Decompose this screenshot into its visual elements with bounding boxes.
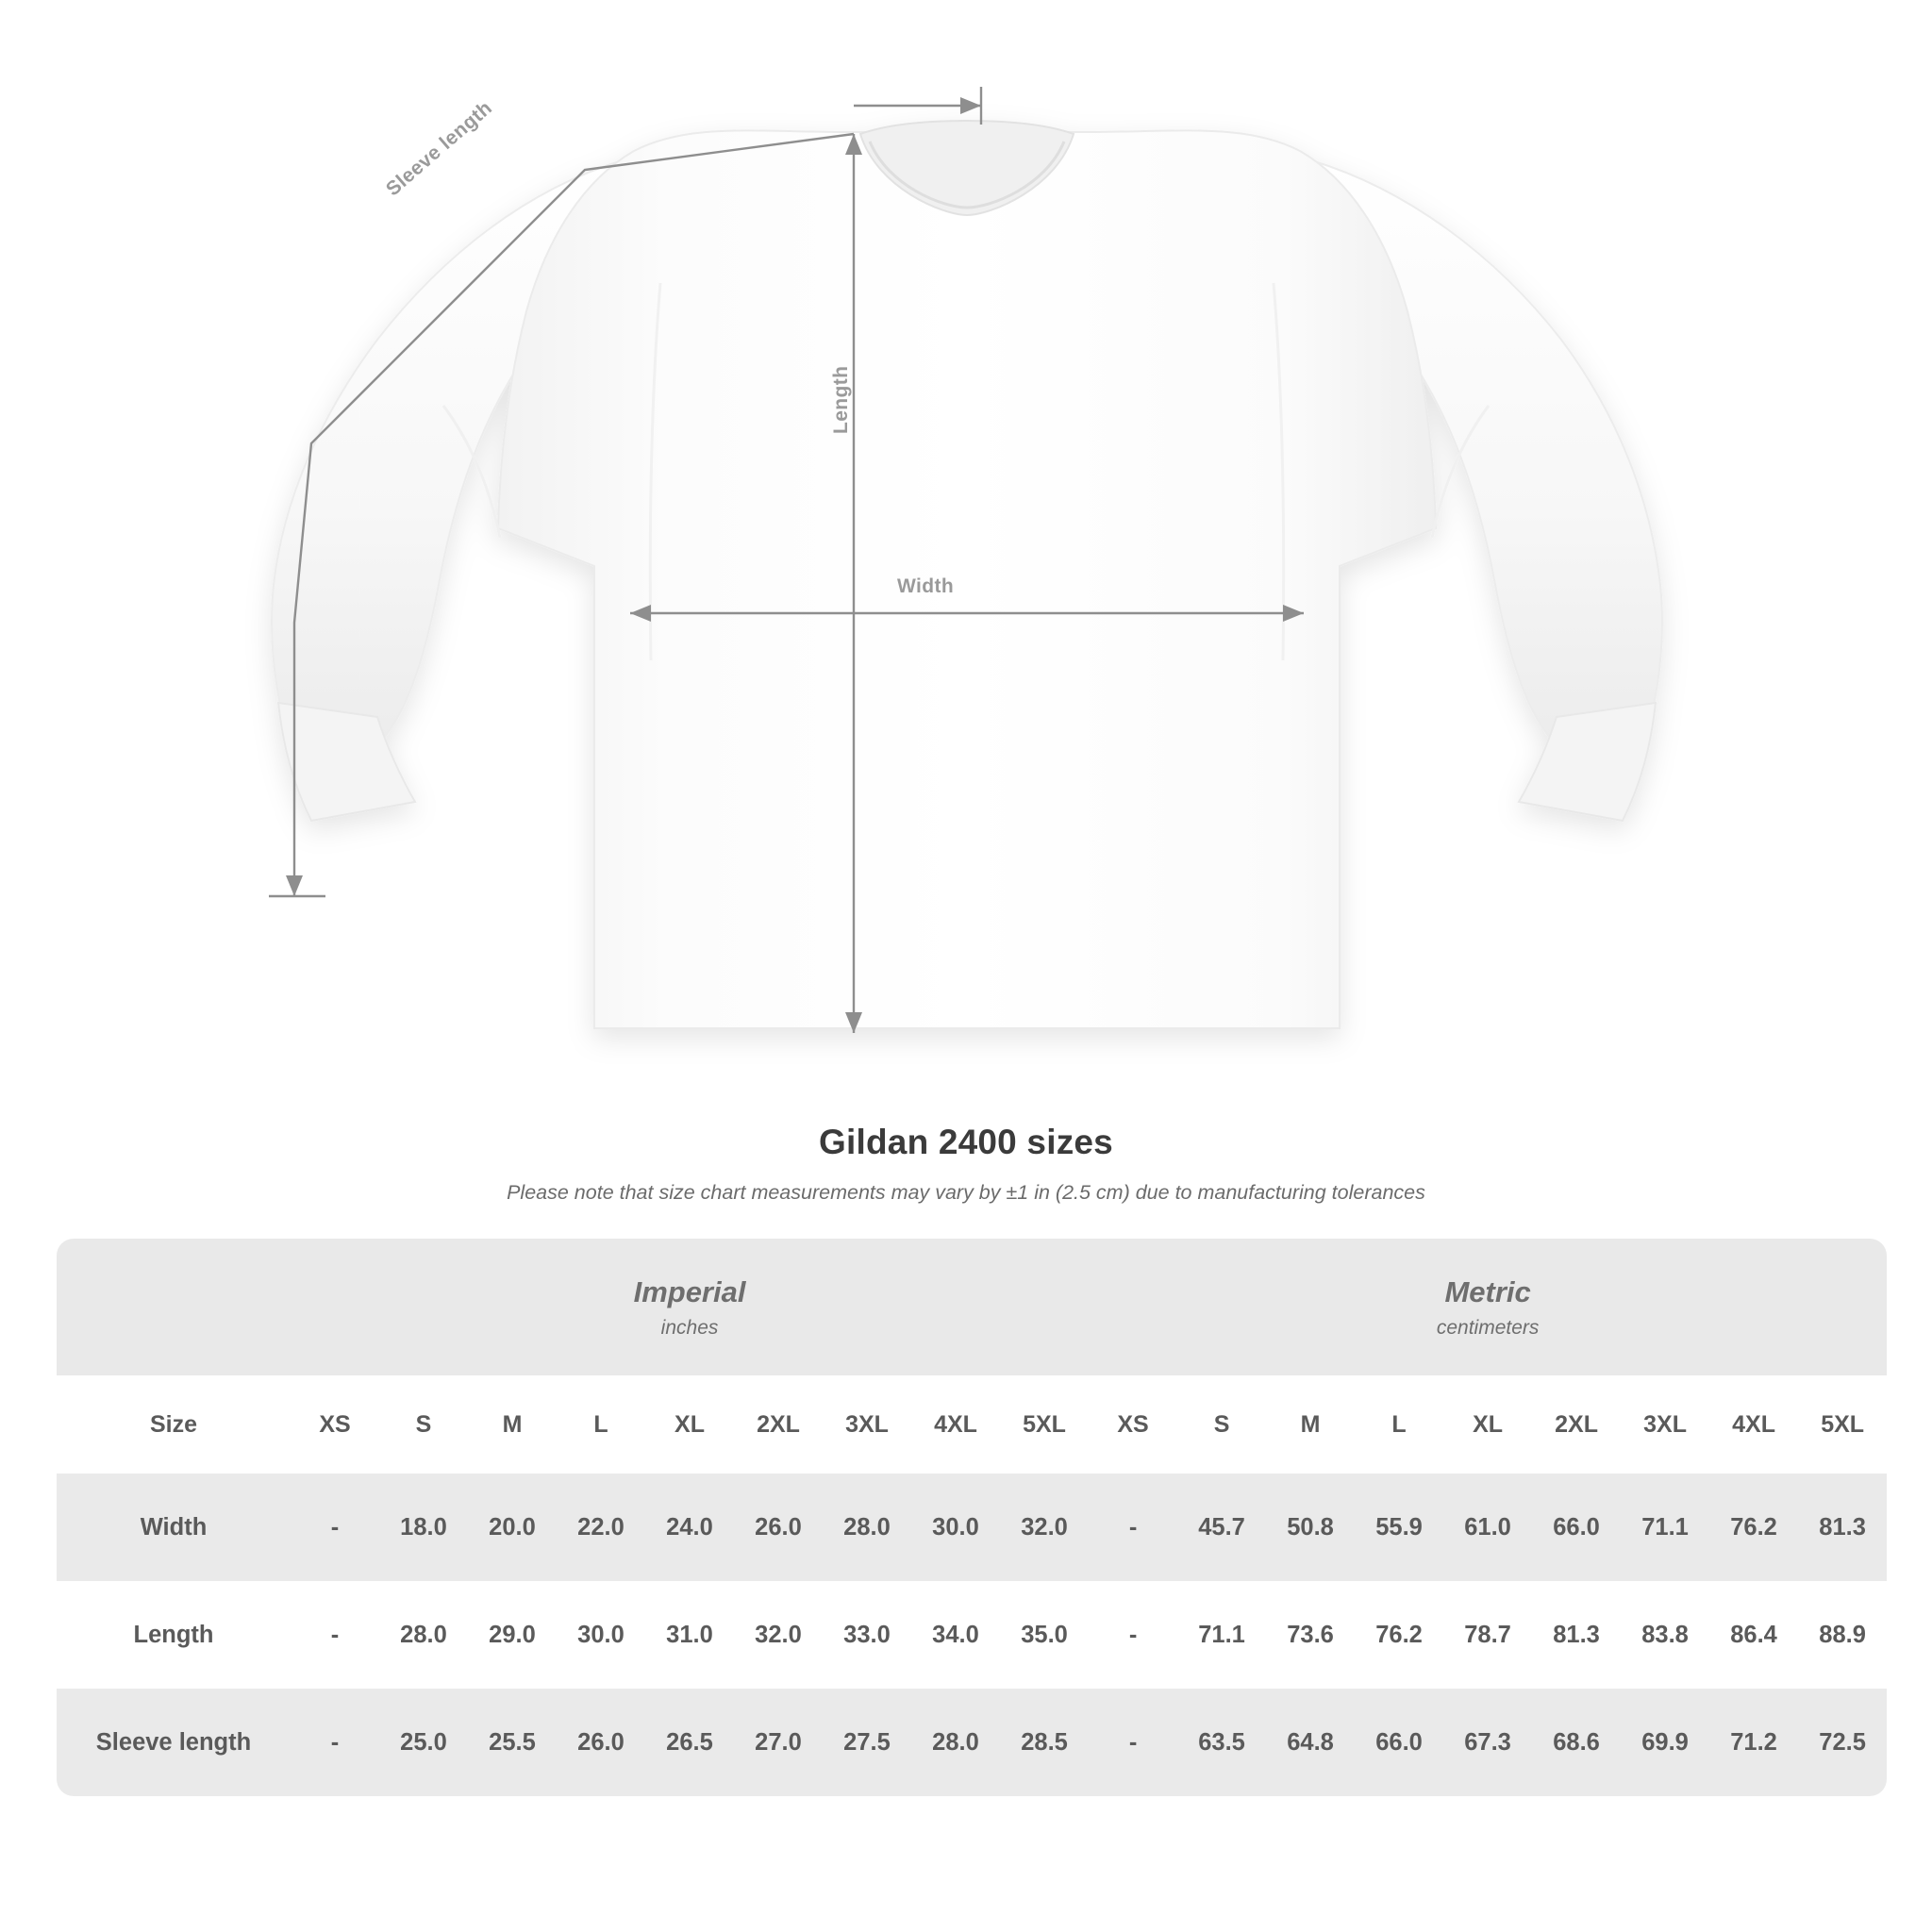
- size-col-imperial-3xl: 3XL: [823, 1375, 911, 1474]
- size-col-metric-4xl: 4XL: [1709, 1375, 1798, 1474]
- sleeve-metric-l: 66.0: [1355, 1689, 1443, 1796]
- tolerance-note: Please note that size chart measurements may vary by ±1 in (2.5 cm) due to manufacturing tolerances: [507, 1181, 1425, 1204]
- width-imperial-3xl: 28.0: [823, 1474, 911, 1581]
- size-col-metric-xl: XL: [1443, 1375, 1532, 1474]
- title-block: [0, 1123, 1932, 1205]
- sleeve-length-dimension-label: Sleeve length: [382, 96, 497, 201]
- row-label-length: Length: [57, 1581, 291, 1689]
- sleeve-imperial-4xl: 28.0: [911, 1689, 1000, 1796]
- size-col-imperial-4xl: 4XL: [911, 1375, 1000, 1474]
- length-metric-4xl: 86.4: [1709, 1581, 1798, 1689]
- length-metric-xl: 78.7: [1443, 1581, 1532, 1689]
- width-imperial-xl: 24.0: [645, 1474, 734, 1581]
- length-imperial-s: 28.0: [379, 1581, 468, 1689]
- size-table: [57, 1239, 1887, 1796]
- width-imperial-4xl: 30.0: [911, 1474, 1000, 1581]
- length-imperial-4xl: 34.0: [911, 1581, 1000, 1689]
- sleeve-imperial-xs: -: [291, 1689, 379, 1796]
- sleeve-metric-2xl: 68.6: [1532, 1689, 1621, 1796]
- size-col-imperial-xl: XL: [645, 1375, 734, 1474]
- size-col-imperial-l: L: [557, 1375, 645, 1474]
- width-metric-4xl: 76.2: [1709, 1474, 1798, 1581]
- width-imperial-2xl: 26.0: [734, 1474, 823, 1581]
- sleeve-metric-3xl: 69.9: [1621, 1689, 1709, 1796]
- metric-unit-sub: centimeters: [1436, 1316, 1540, 1339]
- size-col-imperial-s: S: [379, 1375, 468, 1474]
- unit-row-spacer: [57, 1239, 291, 1375]
- size-col-metric-l: L: [1355, 1375, 1443, 1474]
- length-metric-m: 73.6: [1266, 1581, 1355, 1689]
- width-imperial-l: 22.0: [557, 1474, 645, 1581]
- sleeve-imperial-5xl: 28.5: [1000, 1689, 1089, 1796]
- imperial-unit-name: Imperial: [633, 1274, 746, 1308]
- size-col-metric-m: M: [1266, 1375, 1355, 1474]
- size-col-imperial-m: M: [468, 1375, 557, 1474]
- size-header-row: [57, 1375, 1887, 1474]
- size-col-metric-2xl: 2XL: [1532, 1375, 1621, 1474]
- width-dimension-label: Width: [897, 575, 955, 597]
- width-imperial-s: 18.0: [379, 1474, 468, 1581]
- width-imperial-m: 20.0: [468, 1474, 557, 1581]
- sleeve-metric-m: 64.8: [1266, 1689, 1355, 1796]
- length-imperial-l: 30.0: [557, 1581, 645, 1689]
- table-row: [57, 1474, 1887, 1581]
- width-metric-l: 55.9: [1355, 1474, 1443, 1581]
- length-metric-xs: -: [1089, 1581, 1177, 1689]
- width-imperial-xs: -: [291, 1474, 379, 1581]
- table-row: [57, 1581, 1887, 1689]
- length-imperial-5xl: 35.0: [1000, 1581, 1089, 1689]
- table-row: [57, 1689, 1887, 1796]
- unit-header-row: [57, 1239, 1887, 1375]
- sleeve-imperial-xl: 26.5: [645, 1689, 734, 1796]
- sleeve-metric-s: 63.5: [1177, 1689, 1266, 1796]
- size-header-cell: Size: [57, 1375, 291, 1474]
- length-dimension-label: Length: [830, 365, 852, 434]
- width-metric-5xl: 81.3: [1798, 1474, 1887, 1581]
- width-metric-xl: 61.0: [1443, 1474, 1532, 1581]
- length-imperial-xs: -: [291, 1581, 379, 1689]
- metric-unit-name: Metric: [1444, 1274, 1531, 1308]
- width-metric-2xl: 66.0: [1532, 1474, 1621, 1581]
- length-metric-3xl: 83.8: [1621, 1581, 1709, 1689]
- width-metric-s: 45.7: [1177, 1474, 1266, 1581]
- imperial-unit-sub: inches: [660, 1316, 719, 1339]
- page-title: Gildan 2400 sizes: [819, 1123, 1113, 1161]
- row-label-width: Width: [57, 1474, 291, 1581]
- length-metric-l: 76.2: [1355, 1581, 1443, 1689]
- sleeve-metric-5xl: 72.5: [1798, 1689, 1887, 1796]
- sleeve-imperial-3xl: 27.5: [823, 1689, 911, 1796]
- sleeve-metric-4xl: 71.2: [1709, 1689, 1798, 1796]
- imperial-unit-cell: [291, 1239, 1089, 1375]
- sleeve-imperial-l: 26.0: [557, 1689, 645, 1796]
- length-imperial-2xl: 32.0: [734, 1581, 823, 1689]
- size-table-wrapper: [57, 1239, 1875, 1796]
- length-metric-s: 71.1: [1177, 1581, 1266, 1689]
- width-metric-m: 50.8: [1266, 1474, 1355, 1581]
- sleeve-imperial-2xl: 27.0: [734, 1689, 823, 1796]
- size-col-metric-s: S: [1177, 1375, 1266, 1474]
- length-metric-2xl: 81.3: [1532, 1581, 1621, 1689]
- width-imperial-5xl: 32.0: [1000, 1474, 1089, 1581]
- length-metric-5xl: 88.9: [1798, 1581, 1887, 1689]
- length-imperial-xl: 31.0: [645, 1581, 734, 1689]
- length-imperial-3xl: 33.0: [823, 1581, 911, 1689]
- size-col-metric-5xl: 5XL: [1798, 1375, 1887, 1474]
- shirt-shape: [272, 121, 1662, 1028]
- width-metric-xs: -: [1089, 1474, 1177, 1581]
- width-metric-3xl: 71.1: [1621, 1474, 1709, 1581]
- sleeve-metric-xl: 67.3: [1443, 1689, 1532, 1796]
- metric-unit-cell: [1089, 1239, 1887, 1375]
- size-col-metric-xs: XS: [1089, 1375, 1177, 1474]
- size-col-metric-3xl: 3XL: [1621, 1375, 1709, 1474]
- size-col-imperial-xs: XS: [291, 1375, 379, 1474]
- size-col-imperial-2xl: 2XL: [734, 1375, 823, 1474]
- sleeve-metric-xs: -: [1089, 1689, 1177, 1796]
- size-col-imperial-5xl: 5XL: [1000, 1375, 1089, 1474]
- row-label-sleeve-length: Sleeve length: [57, 1689, 291, 1796]
- sleeve-imperial-s: 25.0: [379, 1689, 468, 1796]
- length-imperial-m: 29.0: [468, 1581, 557, 1689]
- sleeve-imperial-m: 25.5: [468, 1689, 557, 1796]
